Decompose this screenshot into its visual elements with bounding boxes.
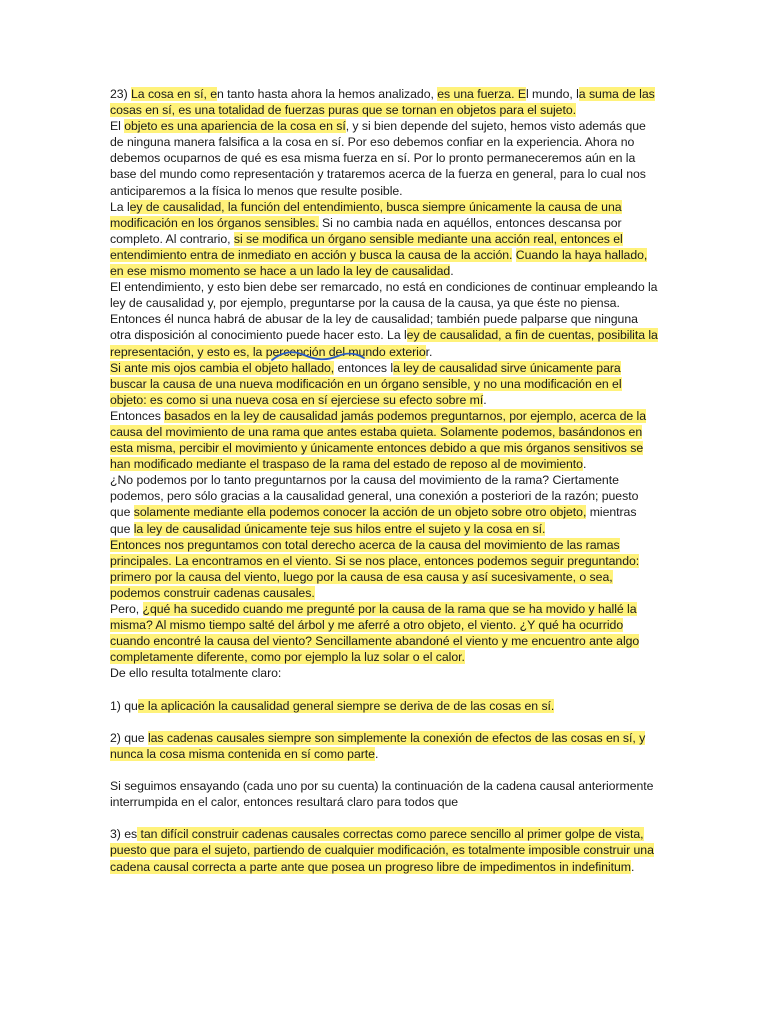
- body-text: .: [483, 392, 487, 407]
- body-text: El: [110, 119, 125, 134]
- highlighted-text: Cuando la haya hallado, en ese mismo momento se hace a un lado la ley de causalidad: [110, 247, 648, 279]
- paragraph: [110, 601, 658, 665]
- body-text: 1) qu: [110, 698, 138, 713]
- body-text: ¿No podemos por lo tanto preguntarnos por la causa del movimiento de la rama? Ciertamente podemos, pero sólo gracias a la causalidad general, una conexión a posteriori de la razón; puesto que: [110, 473, 639, 520]
- body-text: mientras que: [110, 505, 637, 536]
- highlighted-text: basados en la ley de causalidad jamás podemos preguntarnos, por ejemplo, acerca de la causa del movimiento de una rama que antes estaba quieta. Solamente podemos, basándonos en esta misma, percibir el movimiento y únicamente entonces debido a que mis órganos sensitivos se han modificado mediante el traspaso de la rama del estado de reposo al de movimiento: [110, 408, 647, 472]
- highlighted-text: a suma de las cosas en sí, es una totalidad de fuerzas puras que se tornan en objetos para el sujeto.: [110, 87, 655, 118]
- highlighted-text: objeto es una apariencia de la cosa en sí: [124, 119, 346, 134]
- paragraph: [110, 86, 658, 118]
- highlighted-text: las cadenas causales siempre son simplemente la conexión de efectos de las cosas en sí, y nunca la cosa misma contenida en sí como parte: [110, 730, 646, 761]
- highlighted-text: ¿qué ha sucedido cuando me pregunté por la causa de la rama que se ha movido y hallé la misma? Al mismo tiempo salté del árbol y me aferré a otro objeto, el viento. ¿Y qué ha ocurrido cuando encontré la causa del viento? Sencillamente abandoné el viento y me encuentro ante algo completamente diferente, como por ejemplo la luz solar o el calor.: [110, 602, 640, 665]
- highlighted-text: es una fuerza. E: [437, 87, 526, 101]
- paragraph-gap: [110, 810, 658, 826]
- paragraph: [110, 279, 658, 359]
- paragraph: [110, 118, 658, 198]
- body-text: l mundo, l: [525, 87, 579, 101]
- paragraph-gap: [110, 714, 658, 730]
- highlighted-text: a ley de causalidad sirve únicamente para buscar la causa de una nueva modificación en un órgano sensible, y no una modificación en el objeto: es como si una nueva cosa en sí ejerciese su efecto sobre mí: [110, 360, 622, 407]
- paragraph: [110, 665, 658, 681]
- body-text: El entendimiento, y esto bien debe ser remarcado, no está en condiciones de continuar empleando la ley de causalidad y, por ejemplo, preguntarse por la causa de la causa, ya que éste no piensa. Entonces él nunca habrá de abusar de la ley de causalidad; también puede palparse que ninguna otra disposición al conocimiento puede hacer esto. La l: [110, 280, 658, 343]
- paragraph: [110, 408, 658, 472]
- highlighted-text: tan difícil construir cadenas causales correctas como parece sencillo al primer golpe de vista, puesto que para el sujeto, partiendo de cualquier modificación, es totalmente imposible construir una cadena causal correcta a parte ante que posea un progreso libre de impedimentos in indefinitum: [110, 827, 654, 874]
- document-page: [110, 86, 658, 875]
- highlighted-text: e la aplicación la causalidad general siempre se deriva de de las cosas en sí.: [137, 698, 555, 713]
- body-text: .: [374, 746, 379, 761]
- body-text: .: [630, 859, 635, 874]
- body-text: Entonces: [110, 408, 165, 423]
- highlighted-text: Entonces nos preguntamos con total derecho acerca de la causa del movimiento de las ramas principales. La encontramos en el viento. Si se nos place, entonces podemos seguir preguntando: primero por la causa del viento, luego por la causa de esa causa y así sucesivamente, o sea, podemos construir cadenas causales.: [110, 537, 640, 600]
- paragraph: [110, 778, 658, 810]
- paragraph: [110, 730, 658, 762]
- body-text: Pero,: [110, 602, 143, 616]
- paragraph-gap: [110, 681, 658, 697]
- highlighted-text: ey de causalidad, a fin de cuentas, posibilita la representación, y esto es, la percepción del mundo exterio: [110, 328, 658, 359]
- paragraph: [110, 826, 658, 874]
- highlighted-text: La cosa en sí, e: [131, 87, 218, 101]
- paragraph-gap: [110, 762, 658, 778]
- paragraph: [110, 360, 658, 408]
- paragraph: [110, 472, 658, 536]
- paragraph: [110, 199, 658, 279]
- highlighted-text: solamente mediante ella podemos conocer la acción de un objeto sobre otro objeto,: [133, 505, 587, 520]
- body-text: entonces l: [334, 360, 394, 375]
- paragraph: [110, 698, 658, 714]
- body-text: La l: [110, 199, 130, 214]
- body-text: n tanto hasta ahora la hemos analizado,: [217, 87, 438, 101]
- body-text: r.: [425, 344, 433, 359]
- highlighted-text: si se modifica un órgano sensible mediante una acción real, entonces el entendimiento entra de inmediato en acción y busca la causa de la acción.: [110, 231, 623, 262]
- paragraph: [110, 537, 658, 601]
- body-text: Si no cambia nada en aquéllos, entonces descansa por completo. Al contrario,: [110, 215, 622, 246]
- highlighted-text: la ley de causalidad únicamente teje sus hilos entre el sujeto y la cosa en sí.: [133, 521, 546, 536]
- body-text: De ello resulta totalmente claro:: [110, 666, 282, 681]
- body-text: .: [450, 264, 454, 279]
- highlighted-text: ey de causalidad, la función del entendimiento, busca siempre únicamente la causa de una modificación en los órganos sensibles.: [110, 199, 622, 230]
- body-text: Si seguimos ensayando (cada uno por su cuenta) la continuación de la cadena causal anteriormente interrumpida en el calor, entonces resultará claro para todos que: [110, 779, 654, 810]
- body-text: 23): [110, 87, 131, 101]
- highlighted-text: Si ante mis ojos cambia el objeto hallado,: [110, 360, 335, 375]
- body-text: , y si bien depende del sujeto, hemos visto además que de ninguna manera falsifica a la cosa en sí. Por eso debemos confiar en la experiencia. Ahora no debemos ocuparnos de qué es esa misma fuerza en sí. Por lo pronto permaneceremos aún en la base del mundo como representación y trataremos acerca de la fuerza en general, para lo cual nos anticiparemos a la física lo menos que resulte posible.: [110, 119, 646, 198]
- body-text: 2) que: [110, 730, 148, 745]
- body-text: 3) es: [110, 827, 138, 842]
- body-text: .: [582, 457, 587, 472]
